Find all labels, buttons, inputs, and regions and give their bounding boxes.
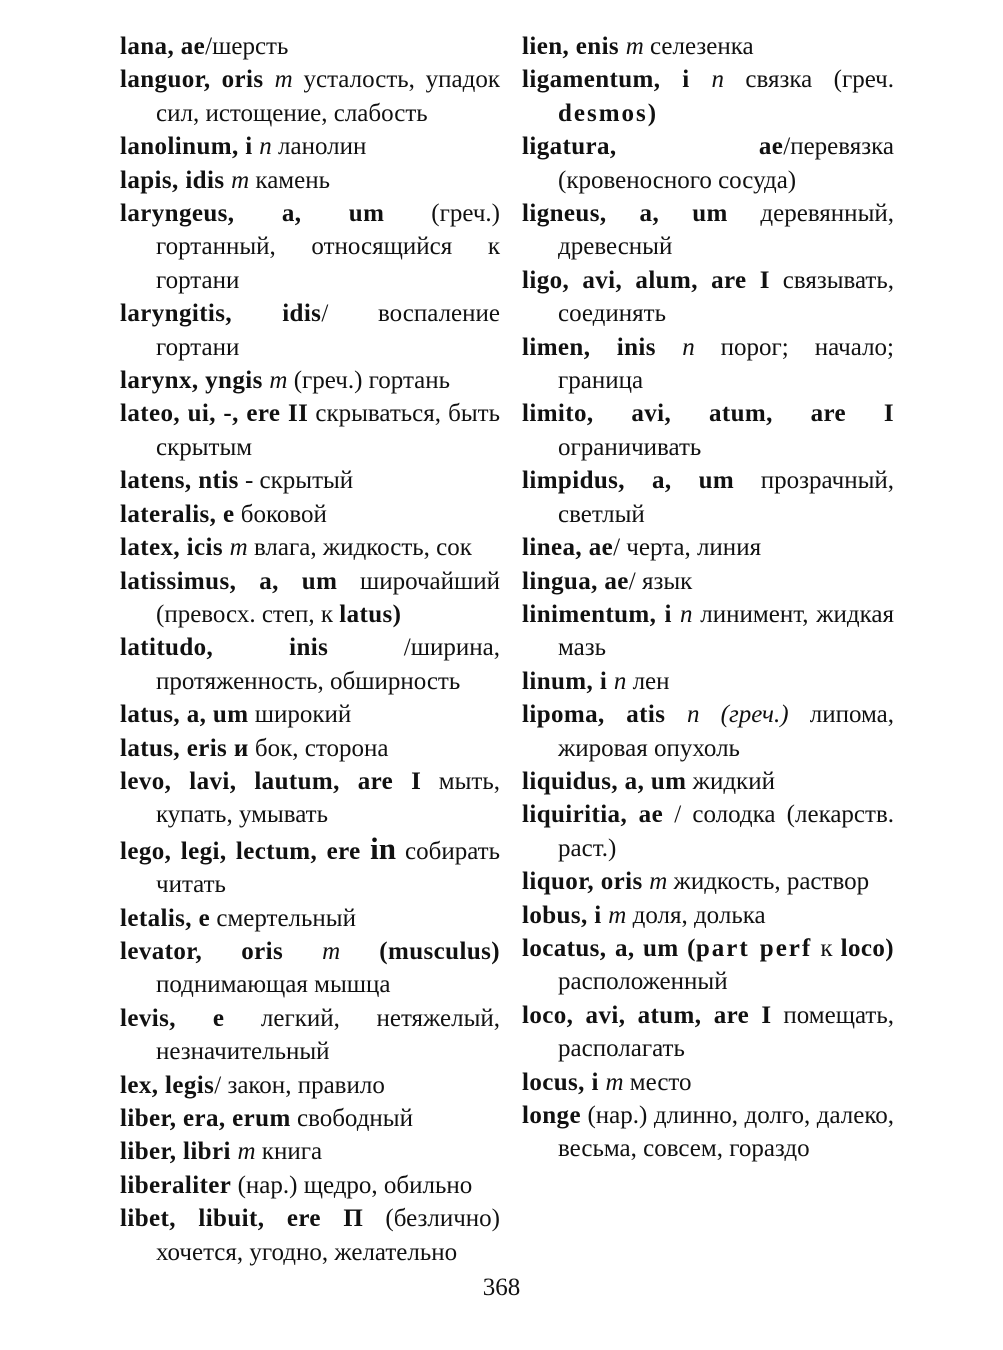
headword: lana, ae [120,33,206,60]
headword: laryngeus, a, um [120,200,385,228]
headword: locatus, a, um ( [522,934,696,962]
headword: languor, oris [120,66,275,94]
gender-mark: n [711,66,724,94]
headword: (musculus) [340,937,500,965]
translation: камень [249,166,330,194]
headword: limpidus, a, um [522,467,735,495]
translation: прозрачный, светлый [558,467,894,528]
dictionary-entry [120,1069,500,1102]
translation: связка (греч. [723,66,894,94]
translation: помещать, располагать [558,1001,894,1063]
dictionary-entry [120,765,500,832]
headword: libet, libuit, ere П [120,1205,364,1233]
translation: широкий [248,701,352,729]
translation: влага, жидкость, сок [247,534,472,562]
dictionary-entry [120,832,500,902]
dictionary-entry [522,665,894,698]
dictionary-entry [120,531,500,564]
translation: скрываться, быть скрытым [156,400,500,461]
headword: lobus, i [522,901,609,929]
gender-mark: n (греч.) [686,701,789,729]
gender-mark: m [649,868,668,896]
dictionary-entry [120,1135,500,1168]
dictionary-entry [120,130,500,163]
dictionary-entry [522,197,894,264]
headword: liquidus, a, um [522,767,687,795]
headword: liber, era, erum [120,1105,291,1132]
headword: lingua, ae [522,567,629,595]
gender-mark: m [237,1138,256,1166]
dictionary-entry [522,464,894,531]
gender-mark: m [269,367,288,395]
dictionary-entry [522,932,894,999]
dictionary-entry [120,464,500,497]
gender-mark: m [322,937,341,965]
translation: ограничивать [558,433,702,461]
conjugation-mark: in [370,830,396,866]
headword: loco) [840,934,894,962]
translation: (безлично) хочется, угодно, желательно [156,1205,500,1266]
translation: расположенный [558,968,728,996]
dictionary-entry [120,297,500,364]
headword: limito, avi, atum, are I [522,400,894,428]
translation: книга [255,1138,323,1166]
translation: смертельный [210,904,356,932]
headword: latens, ntis [120,467,239,495]
headword: latissimus, a, um [120,567,338,595]
headword: latex, icis [120,534,230,562]
translation: /перевязка (кровеносного сосуда) [558,133,894,194]
translation: боковой [234,500,327,528]
translation: усталость, упадок сил, истощение, слабость [156,66,500,127]
translation: (нар.) щедро, обильно [231,1171,473,1199]
headword: limen, inis [522,333,683,361]
translation: жидкий [686,767,775,795]
translation: (греч.) гортань [287,367,451,395]
headword: longe [522,1102,581,1129]
gender-mark: m [229,534,248,562]
page-number: 368 [482,1274,521,1301]
headword: lateo, ui, -, ere II [120,400,309,428]
translation: селезенка [643,33,754,60]
dictionary-entry [120,197,500,297]
translation: деревянный, древесный [558,200,894,261]
dictionary-entry [120,1202,500,1269]
dictionary-entry [522,30,894,63]
dictionary-entry [120,30,500,63]
headword: liquor, oris [522,868,650,896]
dictionary-entry [120,698,500,731]
dictionary-entry [522,565,894,598]
dictionary-entry [522,397,894,464]
gender-mark: m [231,166,250,194]
headword: larynx, yngis [120,367,270,395]
dictionary-entry [120,631,500,698]
dictionary-entry [522,798,894,865]
headword: liberaliter [120,1171,232,1199]
translation: жидкость, раствор [667,868,870,896]
dictionary-entry [120,498,500,531]
translation: / черта, линия [613,534,762,562]
headword: lipoma, atis [522,701,687,729]
gender-mark: n [613,667,627,695]
gender-mark: n [680,600,693,628]
dictionary-entry [120,902,500,935]
translation: / воспаление гортани [156,300,500,361]
translation: / закон, правило [214,1071,385,1099]
dictionary-entry [120,1102,500,1135]
headword: lego, legi, lectum, ere [120,837,371,865]
headword: ligo, avi, alum, are I [522,266,770,294]
translation: / язык [628,567,693,595]
dictionary-entry [522,531,894,564]
headword: levator, oris [120,937,323,965]
translation: место [623,1068,692,1096]
headword: lanolinum, i [120,133,260,161]
dictionary-entry [522,130,894,197]
headword: letalis, e [120,904,211,932]
dictionary-entry [120,364,500,397]
headword: latitudo, inis [120,634,329,662]
translation: доля, долька [626,901,766,929]
translation: легкий, нетяжелый, незначительный [156,1004,500,1066]
translation: /шерсть [205,33,289,60]
headword: lien, enis [522,33,626,60]
translation: лен [626,667,670,695]
dictionary-entry [522,999,894,1066]
headword: linum, i [522,667,614,695]
headword: liquiritia, ae [522,801,664,829]
headword: lex, legis [120,1071,215,1099]
translation: свободный [290,1105,413,1132]
headword: ligamentum, i [522,66,712,94]
headword: levis, e [120,1004,225,1032]
translation: связывать, соединять [558,266,894,328]
headword: linea, ae [522,534,614,562]
right-column [522,30,894,1166]
gender-mark: n [682,333,695,361]
gender-mark: n [259,133,272,161]
headword: ligatura, ae [522,133,784,161]
headword: levo, lavi, lautum, are I [120,767,422,795]
translation: к [812,934,841,962]
dictionary-entry [120,1002,500,1069]
dictionary-entry [120,565,500,632]
dictionary-entry [120,164,500,197]
spaced-term: desmos) [558,99,659,127]
dictionary-entry [522,331,894,398]
dictionary-entry [522,1066,894,1099]
headword: locus, i [522,1068,606,1096]
translation: / солодка (лекарств. раст.) [558,801,895,862]
translation: линимент, жидкая мазь [558,600,895,662]
headword: latus, eris и [120,734,249,762]
translation: (греч.) гортанный, относящийся к гортани [156,200,500,294]
left-column [120,30,500,1269]
dictionary-entry [522,899,894,932]
dictionary-entry [522,865,894,898]
translation: (нар.) длинно, долго, далеко, весьма, совсем, гораздо [558,1102,894,1163]
translation: /ширина, протяженность, обширность [156,634,500,695]
gender-mark: m [605,1068,624,1096]
headword: lateralis, e [120,500,235,528]
gender-mark: m [608,901,627,929]
headword: ligneus, a, um [522,200,728,228]
translation: поднимающая мышца [156,971,391,999]
dictionary-entry [522,63,894,130]
translation: - скрытый [238,467,354,495]
dictionary-entry [120,935,500,1002]
translation: порог; начало; граница [558,333,894,395]
dictionary-entry [522,264,894,331]
headword: latus, a, um [120,701,249,729]
dictionary-entry [522,598,894,665]
dictionary-entry [120,63,500,130]
headword: latus) [339,600,402,628]
headword: loco, avi, atum, are I [522,1001,772,1029]
headword: liber, libri [120,1138,238,1166]
translation: широчайший (превосх. степ, к [156,567,500,628]
dictionary-entry [522,698,894,765]
gender-mark: m [274,66,293,94]
dictionary-entry [120,732,500,765]
gender-mark: m [625,33,644,60]
headword: laryngitis, idis [120,300,322,328]
translation: бок, сторона [248,734,389,762]
dictionary-entry [522,765,894,798]
translation: собирать читать [156,837,500,899]
translation: ланолин [271,133,367,161]
translation: липома, жировая опухоль [558,701,894,762]
translation: мыть, купать, умывать [156,767,500,829]
headword: lapis, idis [120,166,232,194]
dictionary-entry [522,1099,894,1166]
dictionary-entry [120,1169,500,1202]
spaced-term: part perf [695,934,813,962]
headword: linimentum, i [522,600,680,628]
dictionary-entry [120,397,500,464]
